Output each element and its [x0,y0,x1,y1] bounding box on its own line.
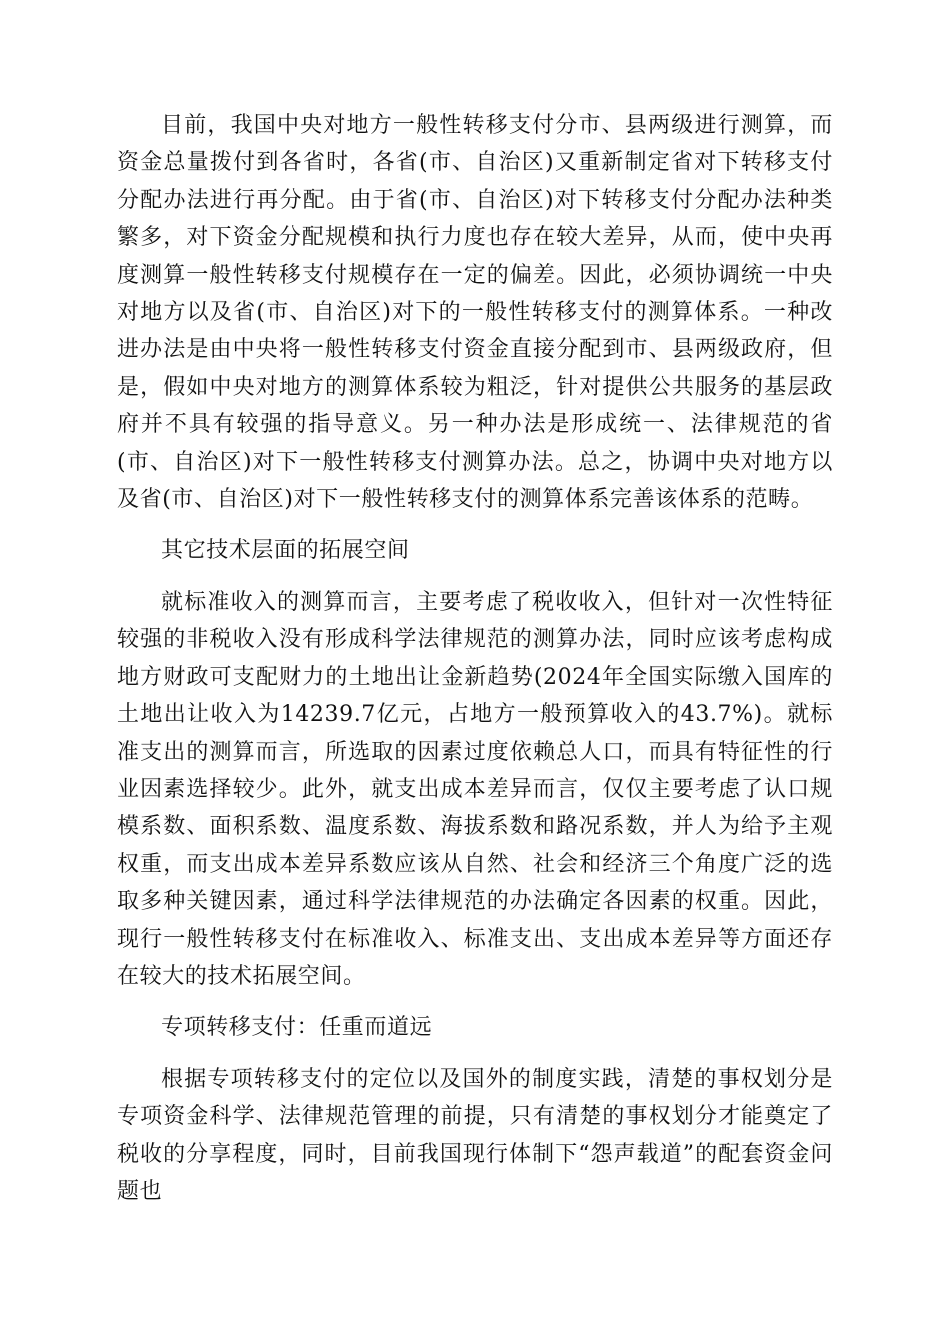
body-paragraph: 根据专项转移支付的定位以及国外的制度实践，清楚的事权划分是专项资金科学、法律规范管理的前提，只有清楚的事权划分才能奠定了税收的分享程度，同时，目前我国现行体制下“怨声载道”的配套资金问题也 [117,1066,833,1204]
body-paragraph: 就标准收入的测算而言，主要考虑了税收收入，但针对一次性特征较强的非税收入没有形成科学法律规范的测算办法，同时应该考虑构成地方财政可支配财力的土地出让金新趋势(2024年全国实际缴入国库的土地出让收入为14239.7亿元，占地方一般预算收入的43.7%)。就标准支出的测算而言，所选取的因素过度依赖总人口，而具有特征性的行业因素选择较少。此外，就支出成本差异而言，仅仅主要考虑了认口规模系数、面积系数、温度系数、海拔系数和路况系数，并人为给予主观权重，而支出成本差异系数应该从自然、社会和经济三个角度广泛的选取多种关键因素，通过科学法律规范的办法确定各因素的权重。因此，现行一般性转移支付在标准收入、标准支出、支出成本差异等方面还存在较大的技术拓展空间。 [117,589,833,989]
body-paragraph: 目前，我国中央对地方一般性转移支付分市、县两级进行测算，而资金总量拨付到各省时，各省(市、自治区)又重新制定省对下转移支付分配办法进行再分配。由于省(市、自治区)对下转移支付分配办法种类繁多，对下资金分配规模和执行力度也存在较大差异，从而，使中央再度测算一般性转移支付规模存在一定的偏差。因此，必须协调统一中央对地方以及省(市、自治区)对下的一般性转移支付的测算体系。一种改进办法是由中央将一般性转移支付资金直接分配到市、县两级政府，但是，假如中央对地方的测算体系较为粗泛，针对提供公共服务的基层政府并不具有较强的指导意义。另一种办法是形成统一、法律规范的省(市、自治区)对下一般性转移支付测算办法。总之，协调中央对地方以及省(市、自治区)对下一般性转移支付的测算体系完善该体系的范畴。 [117,113,833,513]
section-heading: 专项转移支付：任重而道远 [161,1015,433,1041]
section-heading: 其它技术层面的拓展空间 [161,538,410,564]
document-page [117,107,833,1210]
